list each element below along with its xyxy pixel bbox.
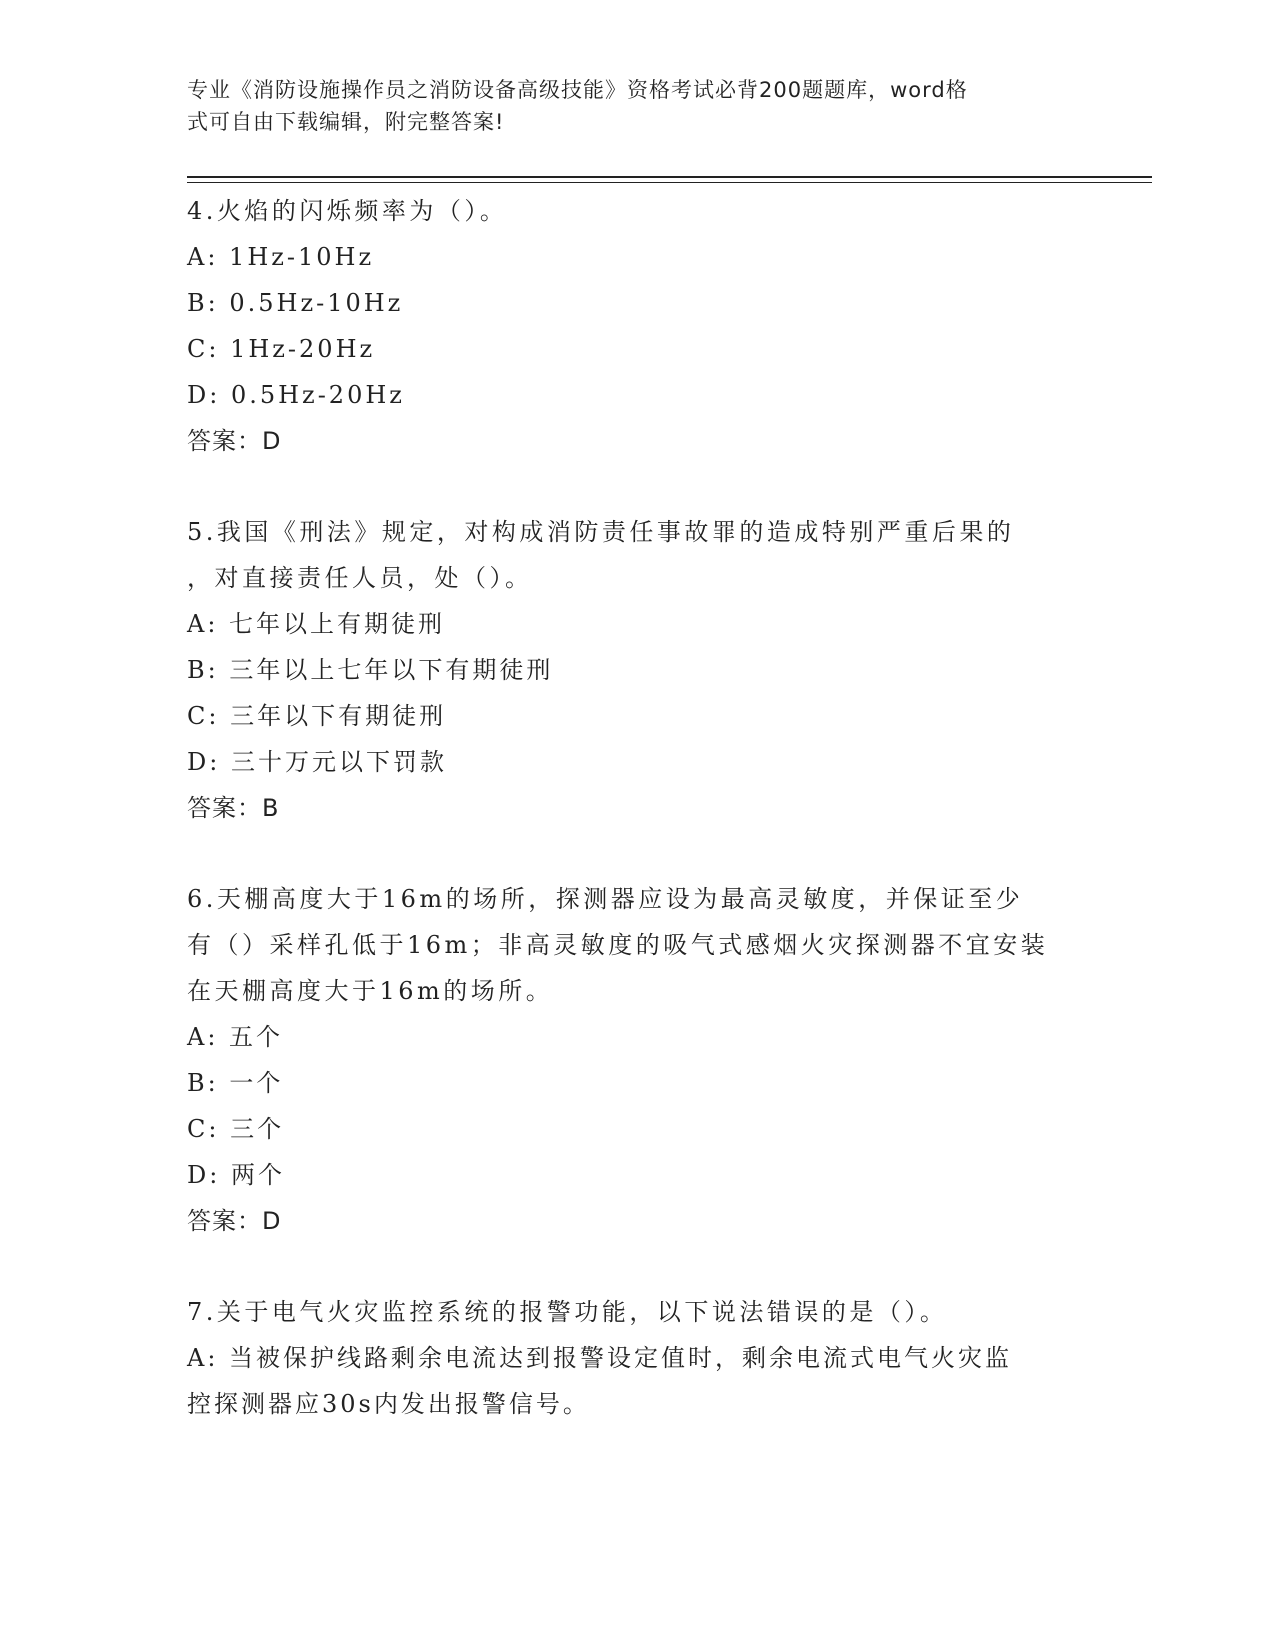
question-text-line: 在天棚高度大于16m的场所。 [187,977,554,1005]
option-a: A: 七年以上有期徒刑 [187,610,446,638]
header-title-line-2: 式可自由下载编辑，附完整答案! [187,110,505,134]
question-7 [187,1289,1087,1427]
option-d: D: 两个 [187,1161,285,1189]
question-text-line: 7.关于电气火灾监控系统的报警功能，以下说法错误的是（）。 [187,1298,948,1326]
option-c: C: 1Hz-20Hz [187,335,376,363]
answer-label: 答案：D [187,1207,282,1235]
option-b: B: 三年以上七年以下有期徒刑 [187,656,554,684]
header-title-line-1: 专业《消防设施操作员之消防设备高级技能》资格考试必背200题题库，word格 [187,78,968,102]
question-5 [187,509,1087,831]
answer-label: 答案：B [187,794,280,822]
header-divider-thin [187,182,1152,183]
answer-label: 答案：D [187,427,282,455]
option-a: A: 五个 [187,1023,284,1051]
header-divider-thick [187,176,1152,178]
option-c: C: 三个 [187,1115,285,1143]
question-text [187,509,1087,601]
option-a-continued: 控探测器应30s内发出报警信号。 [187,1390,590,1418]
question-text-line: 5.我国《刑法》规定，对构成消防责任事故罪的造成特别严重后果的 [187,518,1015,546]
option-c: C: 三年以下有期徒刑 [187,702,447,730]
option-a: A: 1Hz-10Hz [187,243,375,271]
question-text-line: 6.天棚高度大于16m的场所，探测器应设为最高灵敏度，并保证至少 [187,885,1024,913]
option-b: B: 0.5Hz-10Hz [187,289,404,317]
question-text-line: 4.火焰的闪烁频率为（）。 [187,197,508,225]
question-text [187,1289,1087,1335]
question-text-line: ，对直接责任人员，处（）。 [187,564,533,592]
option-d: D: 0.5Hz-20Hz [187,381,405,409]
question-text [187,188,1087,234]
question-list [187,188,1087,1472]
question-text-line: 有（）采样孔低于16m；非高灵敏度的吸气式感烟火灾探测器不宜安装 [187,931,1049,959]
option-a: A: 当被保护线路剩余电流达到报警设定值时，剩余电流式电气火灾监 [187,1344,1013,1372]
question-4 [187,188,1087,464]
option-b: B: 一个 [187,1069,284,1097]
document-header [187,74,1087,138]
question-6 [187,876,1087,1244]
option-d: D: 三十万元以下罚款 [187,748,447,776]
question-text [187,876,1087,1014]
